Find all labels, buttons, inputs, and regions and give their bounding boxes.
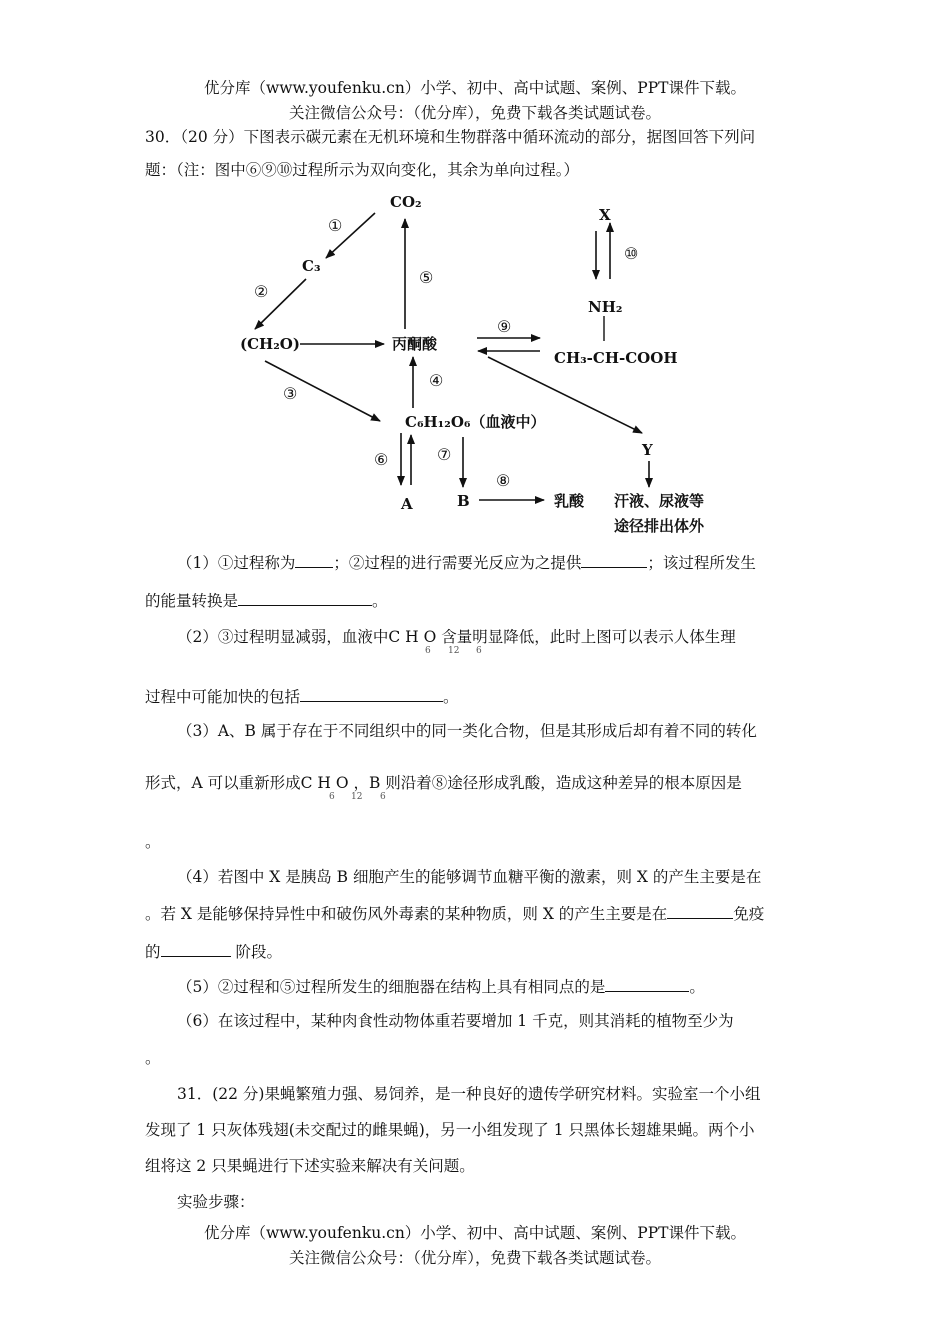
q31-line1: 31．(22 分)果蝇繁殖力强、易饲养，是一种良好的遗传学研究材料。实验室一个小组 (177, 1085, 761, 1103)
q30-part1-line2: 的能量转换是 。 (145, 592, 388, 610)
q31-line4: 实验步骤： (177, 1193, 255, 1211)
q30-part2-line2: 过程中可能加快的包括 。 (145, 688, 459, 706)
header-line-1: 优分库（www.youfenku.cn）小学、初中、高中试题、案例、PPT课件下载。 (203, 79, 747, 97)
blank-5-1[interactable] (605, 977, 689, 992)
process-7-label: ⑦ (437, 445, 452, 464)
q30-part2-line1: （2）③过程明显减弱，血液中C H O 含量明显降低，此时上图可以表示人体生理 (177, 628, 736, 646)
blank-4-2[interactable] (161, 942, 231, 957)
blank-1-1[interactable] (295, 553, 333, 568)
b-label: B (457, 492, 470, 510)
a-label: A (401, 495, 413, 513)
process-9-label: ⑨ (497, 317, 512, 336)
footer-line-2: 关注微信公众号：（优分库），免费下载各类试题试卷。 (288, 1249, 661, 1267)
q30-part1-line1: （1）①过程称为 ；②过程的进行需要光反应为之提供 ；该过程所发生 (177, 554, 756, 572)
blank-1-3[interactable] (238, 591, 372, 606)
subscript-6: 6 (329, 792, 335, 802)
blank-2-1[interactable] (300, 687, 443, 702)
footer-line-1: 优分库（www.youfenku.cn）小学、初中、高中试题、案例、PPT课件下载。 (203, 1224, 747, 1242)
pyruvate-label: 丙酮酸 (392, 335, 438, 353)
excretion-label-1: 汗液、尿液等 (614, 492, 705, 510)
blank-1-2[interactable] (581, 553, 647, 568)
q30-part4-line1: （4）若图中 X 是胰岛 B 细胞产生的能够调节血糖平衡的激素，则 X 的产生主要是在 (177, 868, 762, 886)
amino-acid-label: CH₃-CH-COOH (554, 349, 678, 367)
y-label: Y (642, 441, 653, 459)
q30-part3-line1: （3）A、B 属于存在于不同组织中的同一类化合物，但是其形成后却有着不同的转化 (177, 722, 757, 740)
q30-intro-2: 题：（注：图中⑥⑨⑩过程所示为双向变化，其余为单向过程。） (145, 161, 580, 179)
q30-part3-line3: 。 (145, 833, 161, 851)
subscript-6: 6 (476, 646, 482, 656)
q30-part3-line2: 形式，A 可以重新形成C H O ，B 则沿着⑧途径形成乳酸，造成这种差异的根本原因是 (145, 774, 742, 792)
glucose-label: C₆H₁₂O₆（血液中） (405, 413, 546, 431)
process-4-label: ④ (429, 371, 444, 390)
header-line-2: 关注微信公众号：（优分库），免费下载各类试题试卷。 (288, 104, 661, 122)
subscript-6: 6 (380, 792, 386, 802)
blank-4-1[interactable] (667, 904, 733, 919)
process-5-label: ⑤ (419, 268, 434, 287)
process-6-label: ⑥ (374, 450, 389, 469)
process-10-label: ⑩ (624, 244, 639, 263)
q31-line3: 组将这 2 只果蝇进行下述实验来解决有关问题。 (145, 1157, 475, 1175)
excretion-label-2: 途径排出体外 (614, 517, 705, 535)
x-label: X (599, 206, 611, 224)
q30-intro-1: 30．（20 分）下图表示碳元素在无机环境和生物群落中循环流动的部分，据图回答下列问 (145, 128, 756, 146)
co2-label: CO₂ (390, 193, 422, 211)
c3-label: C₃ (302, 257, 321, 275)
ch2o-label: (CH₂O) (240, 335, 300, 353)
q30-part4-line2: 。若 X 是能够保持异性中和破伤风外毒素的某种物质，则 X 的产生主要是在 免疫 (145, 905, 765, 923)
q30-part4-line3: 的 阶段。 (145, 943, 282, 961)
process-1-label: ① (328, 216, 343, 235)
carbon-cycle-diagram (220, 185, 740, 540)
process-2-label: ② (254, 282, 269, 301)
process-8-label: ⑧ (496, 471, 511, 490)
q30-part5-line1: （5）②过程和⑤过程所发生的细胞器在结构上具有相同点的是 。 (177, 978, 705, 996)
q30-part6-line2: 。 (145, 1049, 161, 1067)
q30-part6-line1: （6）在该过程中，某种肉食性动物体重若要增加 1 千克，则其消耗的植物至少为 (177, 1012, 734, 1030)
subscript-12: 12 (351, 792, 363, 802)
nh2-label: NH₂ (588, 298, 623, 316)
subscript-6: 6 (425, 646, 431, 656)
process-3-label: ③ (283, 384, 298, 403)
lactic-acid-label: 乳酸 (554, 492, 585, 510)
subscript-12: 12 (448, 646, 460, 656)
q31-line2: 发现了 1 只灰体残翅(未交配过的雌果蝇)，另一小组发现了 1 只黑体长翅雄果蝇。两个小 (145, 1121, 755, 1139)
